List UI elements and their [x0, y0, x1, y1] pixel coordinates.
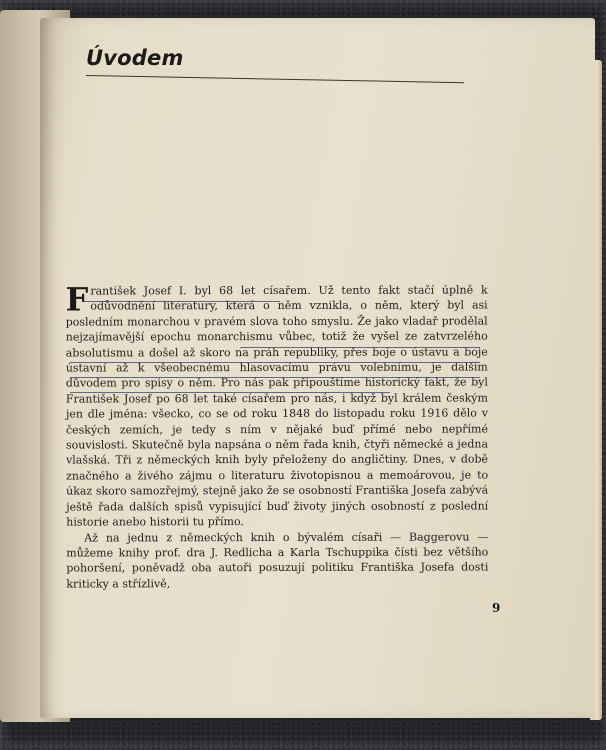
chapter-heading: Úvodem [86, 46, 184, 70]
pen-underline [70, 362, 480, 363]
paragraph-1-text: rantišek Josef I. byl 68 let císařem. Už tento fakt stačí úplně k odůvodnění literatury, která o něm vznikla, o něm, který byl asi posledním monarchou v pravém slova toho smyslu. Že jako vladař prodělal nejzajímavější epochu monarchismu vůbec, totiž že vyšel ze zatvrzelého absolutismu a došel až skoro na práh republiky, přes boje o ústavu a boje ústavní až k všeobecnému hlasovacímu právu volebnímu, je dalším důvodem pro spisy o něm. Pro nás pak připouštíme historický fakt, že byl František Josef po 68 let také císařem pro nás, i když byl králem českým jen dle jména: všecko, co se od roku 1848 do listopadu roku 1916 dělo v českých zemích, je tedy s ním v nějaké buď přímé nebo nepřímé souvislosti. Skutečně byla napsána o něm řada knih, čtyři německé a jedna vlašská. Tři z německých knih byly přeloženy do angličtiny. Dnes, v době značného a živého zájmu o literaturu životopisnou a memoárovou, je to úkaz skoro samozřejmý, stejně jako že se osobností Františka Josefa zabývá ještě řada dalších spisů vypisující buď životy jiných osobností z poslední historie anebo historii tu přímo. [65, 283, 489, 529]
drop-cap: F [65, 280, 89, 319]
body-text [66, 282, 489, 591]
paragraph-2: Až na jednu z německých knih o bývalém císaři — Baggerovu — můžeme knihy prof. dra J. Redlicha a Karla Tschuppika čísti bez většího pohoršení, poněvadž oba autoři posuzují politiku Františka Josefa dosti kriticky a střízlivě, [66, 529, 489, 591]
page-number: 9 [492, 601, 501, 615]
pen-underline [84, 301, 280, 302]
paragraph-1 [66, 282, 489, 530]
pen-underline [240, 347, 480, 348]
pen-underline [70, 392, 390, 393]
pen-underline [70, 377, 480, 378]
